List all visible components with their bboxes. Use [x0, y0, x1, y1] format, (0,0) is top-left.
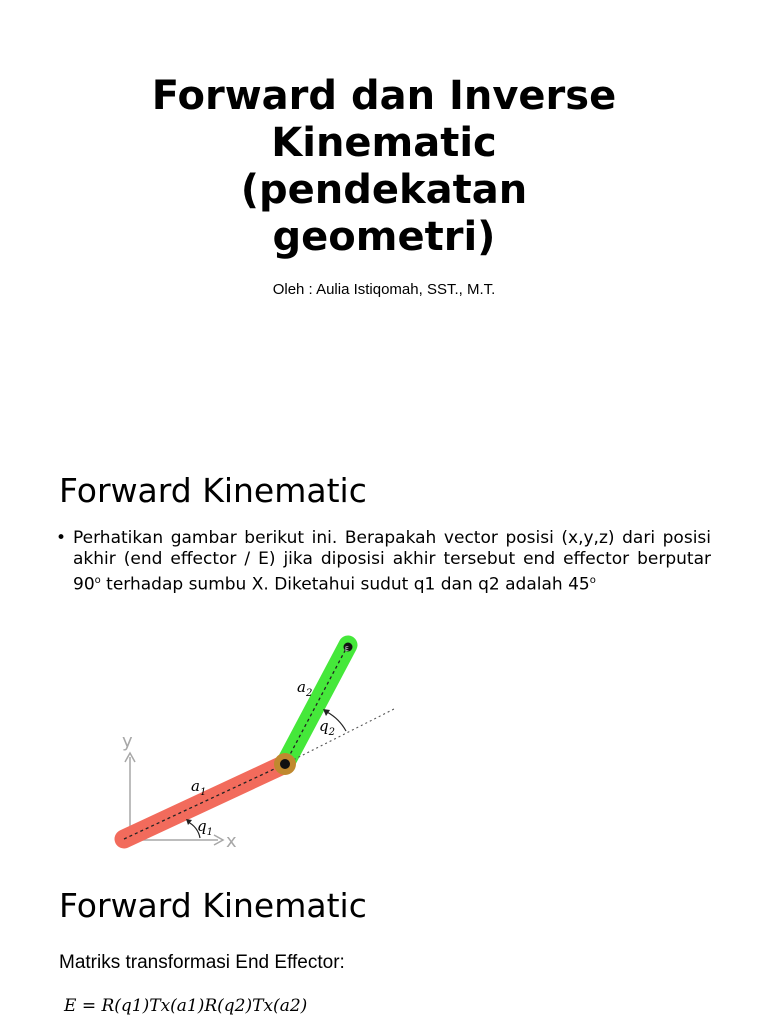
q1-label-main: q	[197, 817, 207, 835]
section-heading: Forward Kinematic	[59, 886, 367, 925]
author-line: Oleh : Aulia Istiqomah, SST., M.T.	[272, 281, 496, 298]
q1-label-sub: 1	[206, 827, 213, 838]
degree-sup: o	[94, 575, 101, 586]
q1-label	[197, 817, 213, 838]
equation: E = R(q1)Tx(a1)R(q2)Tx(a2)	[64, 996, 308, 1016]
bullet-dot: •	[56, 528, 67, 548]
q2-label	[319, 717, 335, 738]
title-line: geometri)	[272, 214, 496, 260]
a1-label-main: a	[191, 777, 200, 795]
q2-label-main: q	[319, 717, 329, 735]
matrix-label: Matriks transformasi End Effector:	[59, 952, 345, 973]
a2-label	[297, 678, 312, 699]
title-line: (pendekatan	[240, 167, 528, 213]
end-effector-label: E	[345, 646, 349, 653]
bullet-text-part: terhadap sumbu X. Diketahui sudut q1 dan q2 adalah 45	[100, 574, 590, 595]
bullet-item	[56, 528, 711, 604]
a1-label-sub: 1	[199, 787, 207, 798]
bullet-text-part: Perhatikan gambar berikut ini. Berapakah vector posisi (x,y,z) dari posisi akhir (end effector / E) jika diposisi akhir tersebut end effector berputar 90	[73, 528, 711, 595]
link-2-centerline	[285, 645, 348, 764]
a1-label	[191, 777, 206, 798]
x-axis-label: x	[226, 831, 237, 852]
title-line: Kinematic	[271, 120, 497, 166]
a2-label-main: a	[297, 678, 306, 696]
robot-arm-diagram	[100, 625, 410, 855]
y-axis-label: y	[122, 731, 133, 752]
a2-label-sub: 2	[305, 688, 313, 699]
bullet-text	[73, 528, 711, 596]
q2-label-sub: 2	[328, 727, 335, 738]
section-heading: Forward Kinematic	[59, 471, 367, 510]
slide-title	[84, 73, 684, 261]
title-line: Forward dan Inverse	[151, 73, 617, 119]
degree-sup: o	[589, 575, 596, 586]
joint-center	[280, 759, 290, 769]
